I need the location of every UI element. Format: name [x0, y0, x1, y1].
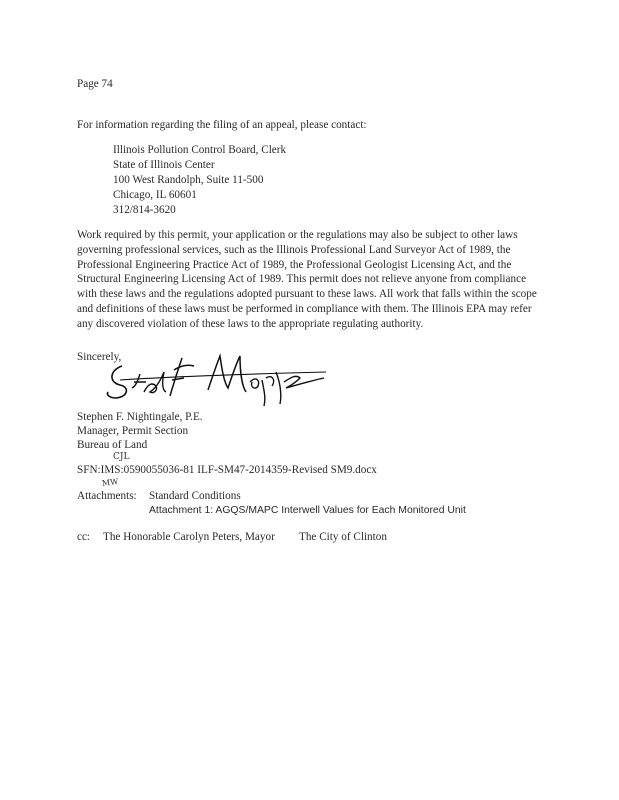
cc-recipient: The Honorable Carolyn Peters, Mayor: [103, 531, 275, 543]
address-line: 100 West Randolph, Suite 11-500: [113, 174, 264, 186]
handwritten-initials: MW: [101, 476, 119, 489]
signer-title: Manager, Permit Section: [77, 425, 189, 437]
attachments-label: Attachments:: [77, 490, 137, 502]
cc-label: cc:: [77, 531, 91, 543]
attachment-item: Attachment 1: AGQS/MAPC Interwell Values for Each Monitored Unit: [149, 505, 466, 516]
page-number: Page 74: [77, 78, 113, 90]
cc-recipient: The City of Clinton: [299, 531, 387, 543]
appeal-intro: For information regarding the filing of an appeal, please contact:: [77, 119, 367, 131]
address-line: 312/814-3620: [113, 204, 176, 216]
address-line: State of Illinois Center: [113, 159, 215, 171]
signer-name: Stephen F. Nightingale, P.E.: [77, 411, 203, 423]
attachment-item: Standard Conditions: [149, 490, 241, 502]
address-line: Illinois Pollution Control Board, Clerk: [113, 144, 287, 156]
professional-laws-paragraph: Work required by this permit, your application or the regulations may also be subject to other laws governing professional services, such as the Illinois Professional Land Surveyor Act of 1989, the Professional Engineering Practice Act of 1989, the Professional Geologist Licensing Act, and the Structural Engineering Licensing Act of 1989. This permit does not relieve anyone from compliance with these laws and the regulations adopted pursuant to these laws. All work that falls within the scope and definitions of these laws must be performed in compliance with them. The Illinois EPA may refer any discovered violation of these laws to the appropriate regulating authority.: [77, 229, 537, 330]
address-line: Chicago, IL 60601: [113, 189, 197, 201]
signer-bureau: Bureau of Land: [77, 439, 148, 451]
signature-image: [100, 352, 330, 410]
handwritten-initials: CJL: [113, 452, 130, 462]
closing-salutation: Sincerely,: [77, 351, 122, 363]
file-reference: SFN:IMS:0590055036-81 ILF-SM47-2014359-Revised SM9.docx: [77, 464, 377, 476]
